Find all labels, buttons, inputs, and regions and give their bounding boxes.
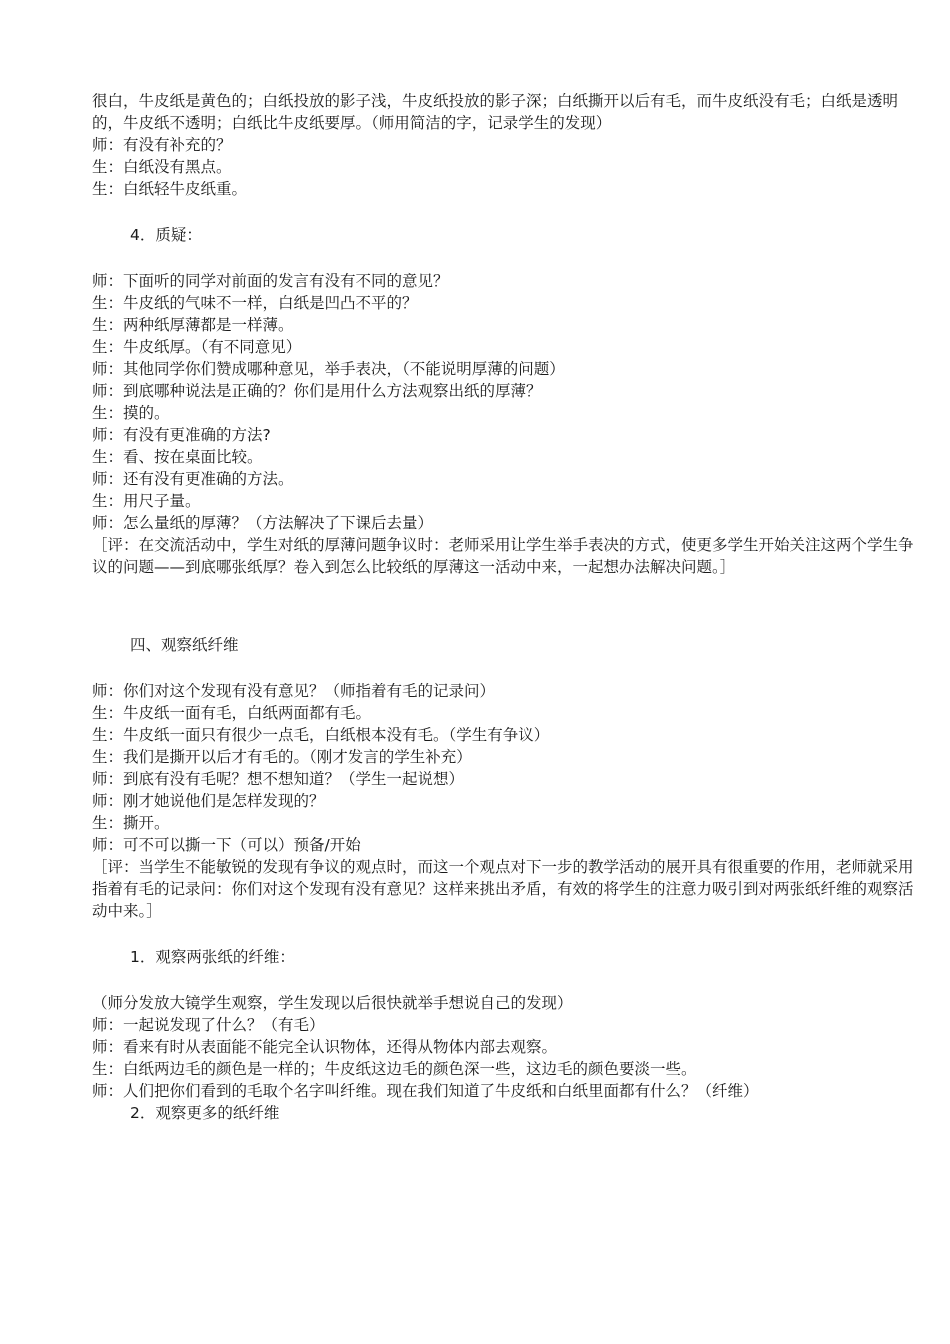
subheading-questioning: 4．质疑： (130, 226, 202, 244)
paragraph-block-questioning (92, 270, 922, 578)
paragraph-block-magnifier (92, 992, 922, 1102)
text-line: 很白，牛皮纸是黄色的；白纸投放的影子浅，牛皮纸投放的影子深；白纸撕开以后有毛，而牛皮纸没有毛；白纸是透明的，牛皮纸不透明；白纸比牛皮纸要厚。（师用简洁的字，记录学生的发现） (92, 92, 899, 132)
text-line: 生：牛皮纸一面只有很少一点毛，白纸根本没有毛。（学生有争议） (92, 726, 550, 744)
text-line: 师：怎么量纸的厚薄？（方法解决了下课后去量） (92, 514, 434, 532)
section-heading-fibers: 四、观察纸纤维 (130, 636, 239, 654)
text-line: 生：白纸轻牛皮纸重。 (92, 180, 248, 198)
text-line: 生：摸的。 (92, 404, 170, 422)
text-line: 生：牛皮纸的气味不一样，白纸是凹凸不平的？ (92, 294, 418, 312)
text-line: 师：有没有补充的？ (92, 136, 232, 154)
commentary-note: ［评：当学生不能敏锐的发现有争议的观点时，而这一个观点对下一步的教学活动的展开具有很重要的作用，老师就采用指着有毛的记录问：你们对这个发现有没有意见？这样来挑出矛盾，有效的将学生的注意力吸引到对两张纸纤维的观察活动中来。］ (92, 858, 914, 920)
text-line: 生：两种纸厚薄都是一样薄。 (92, 316, 294, 334)
paragraph-block-observations (92, 90, 922, 200)
text-line: 师：有没有更准确的方法? (92, 426, 271, 444)
text-line: 师：可不可以撕一下（可以）预备/开始 (92, 836, 361, 854)
text-line: 生：用尺子量。 (92, 492, 201, 510)
text-line: 师：你们对这个发现有没有意见？（师指着有毛的记录问） (92, 682, 496, 700)
text-line: 生：我们是撕开以后才有毛的。（刚才发言的学生补充） (92, 748, 472, 766)
text-line: 生：撕开。 (92, 814, 170, 832)
text-line: 师：到底哪种说法是正确的？你们是用什么方法观察出纸的厚薄？ (92, 382, 542, 400)
text-line: 生：白纸没有黑点。 (92, 158, 232, 176)
paragraph-block-fibers (92, 680, 922, 922)
text-line: （师分发放大镜学生观察，学生发现以后很快就举手想说自己的发现） (92, 994, 573, 1012)
commentary-note: ［评：在交流活动中，学生对纸的厚薄问题争议时：老师采用让学生举手表决的方式，使更多学生开始关注这两个学生争议的问题——到底哪张纸厚？卷入到怎么比较纸的厚薄这一活动中来，一起想办法解决问题。］ (92, 536, 914, 576)
text-line: 师：人们把你们看到的毛取个名字叫纤维。现在我们知道了牛皮纸和白纸里面都有什么？（纤维） (92, 1082, 759, 1100)
text-line: 生：看、按在桌面比较。 (92, 448, 263, 466)
subheading-observe-two-papers: 1．观察两张纸的纤维： (130, 948, 295, 966)
text-line: 生：白纸两边毛的颜色是一样的；牛皮纸这边毛的颜色深一些，这边毛的颜色要淡一些。 (92, 1060, 697, 1078)
text-line: 师：还有没有更准确的方法。 (92, 470, 294, 488)
text-line: 师：到底有没有毛呢？想不想知道？（学生一起说想） (92, 770, 465, 788)
text-line: 师：看来有时从表面能不能完全认识物体，还得从物体内部去观察。 (92, 1038, 558, 1056)
document-page (92, 90, 922, 1124)
text-line: 生：牛皮纸厚。（有不同意见） (92, 338, 302, 356)
text-line: 师：其他同学你们赞成哪种意见，举手表决，（不能说明厚薄的问题） (92, 360, 565, 378)
text-line: 师：下面听的同学对前面的发言有没有不同的意见？ (92, 272, 449, 290)
text-line: 师：刚才她说他们是怎样发现的？ (92, 792, 325, 810)
text-line: 师：一起说发现了什么？（有毛） (92, 1016, 325, 1034)
text-line: 生：牛皮纸一面有毛，白纸两面都有毛。 (92, 704, 372, 722)
subheading-more-fibers: 2．观察更多的纸纤维 (130, 1104, 280, 1122)
